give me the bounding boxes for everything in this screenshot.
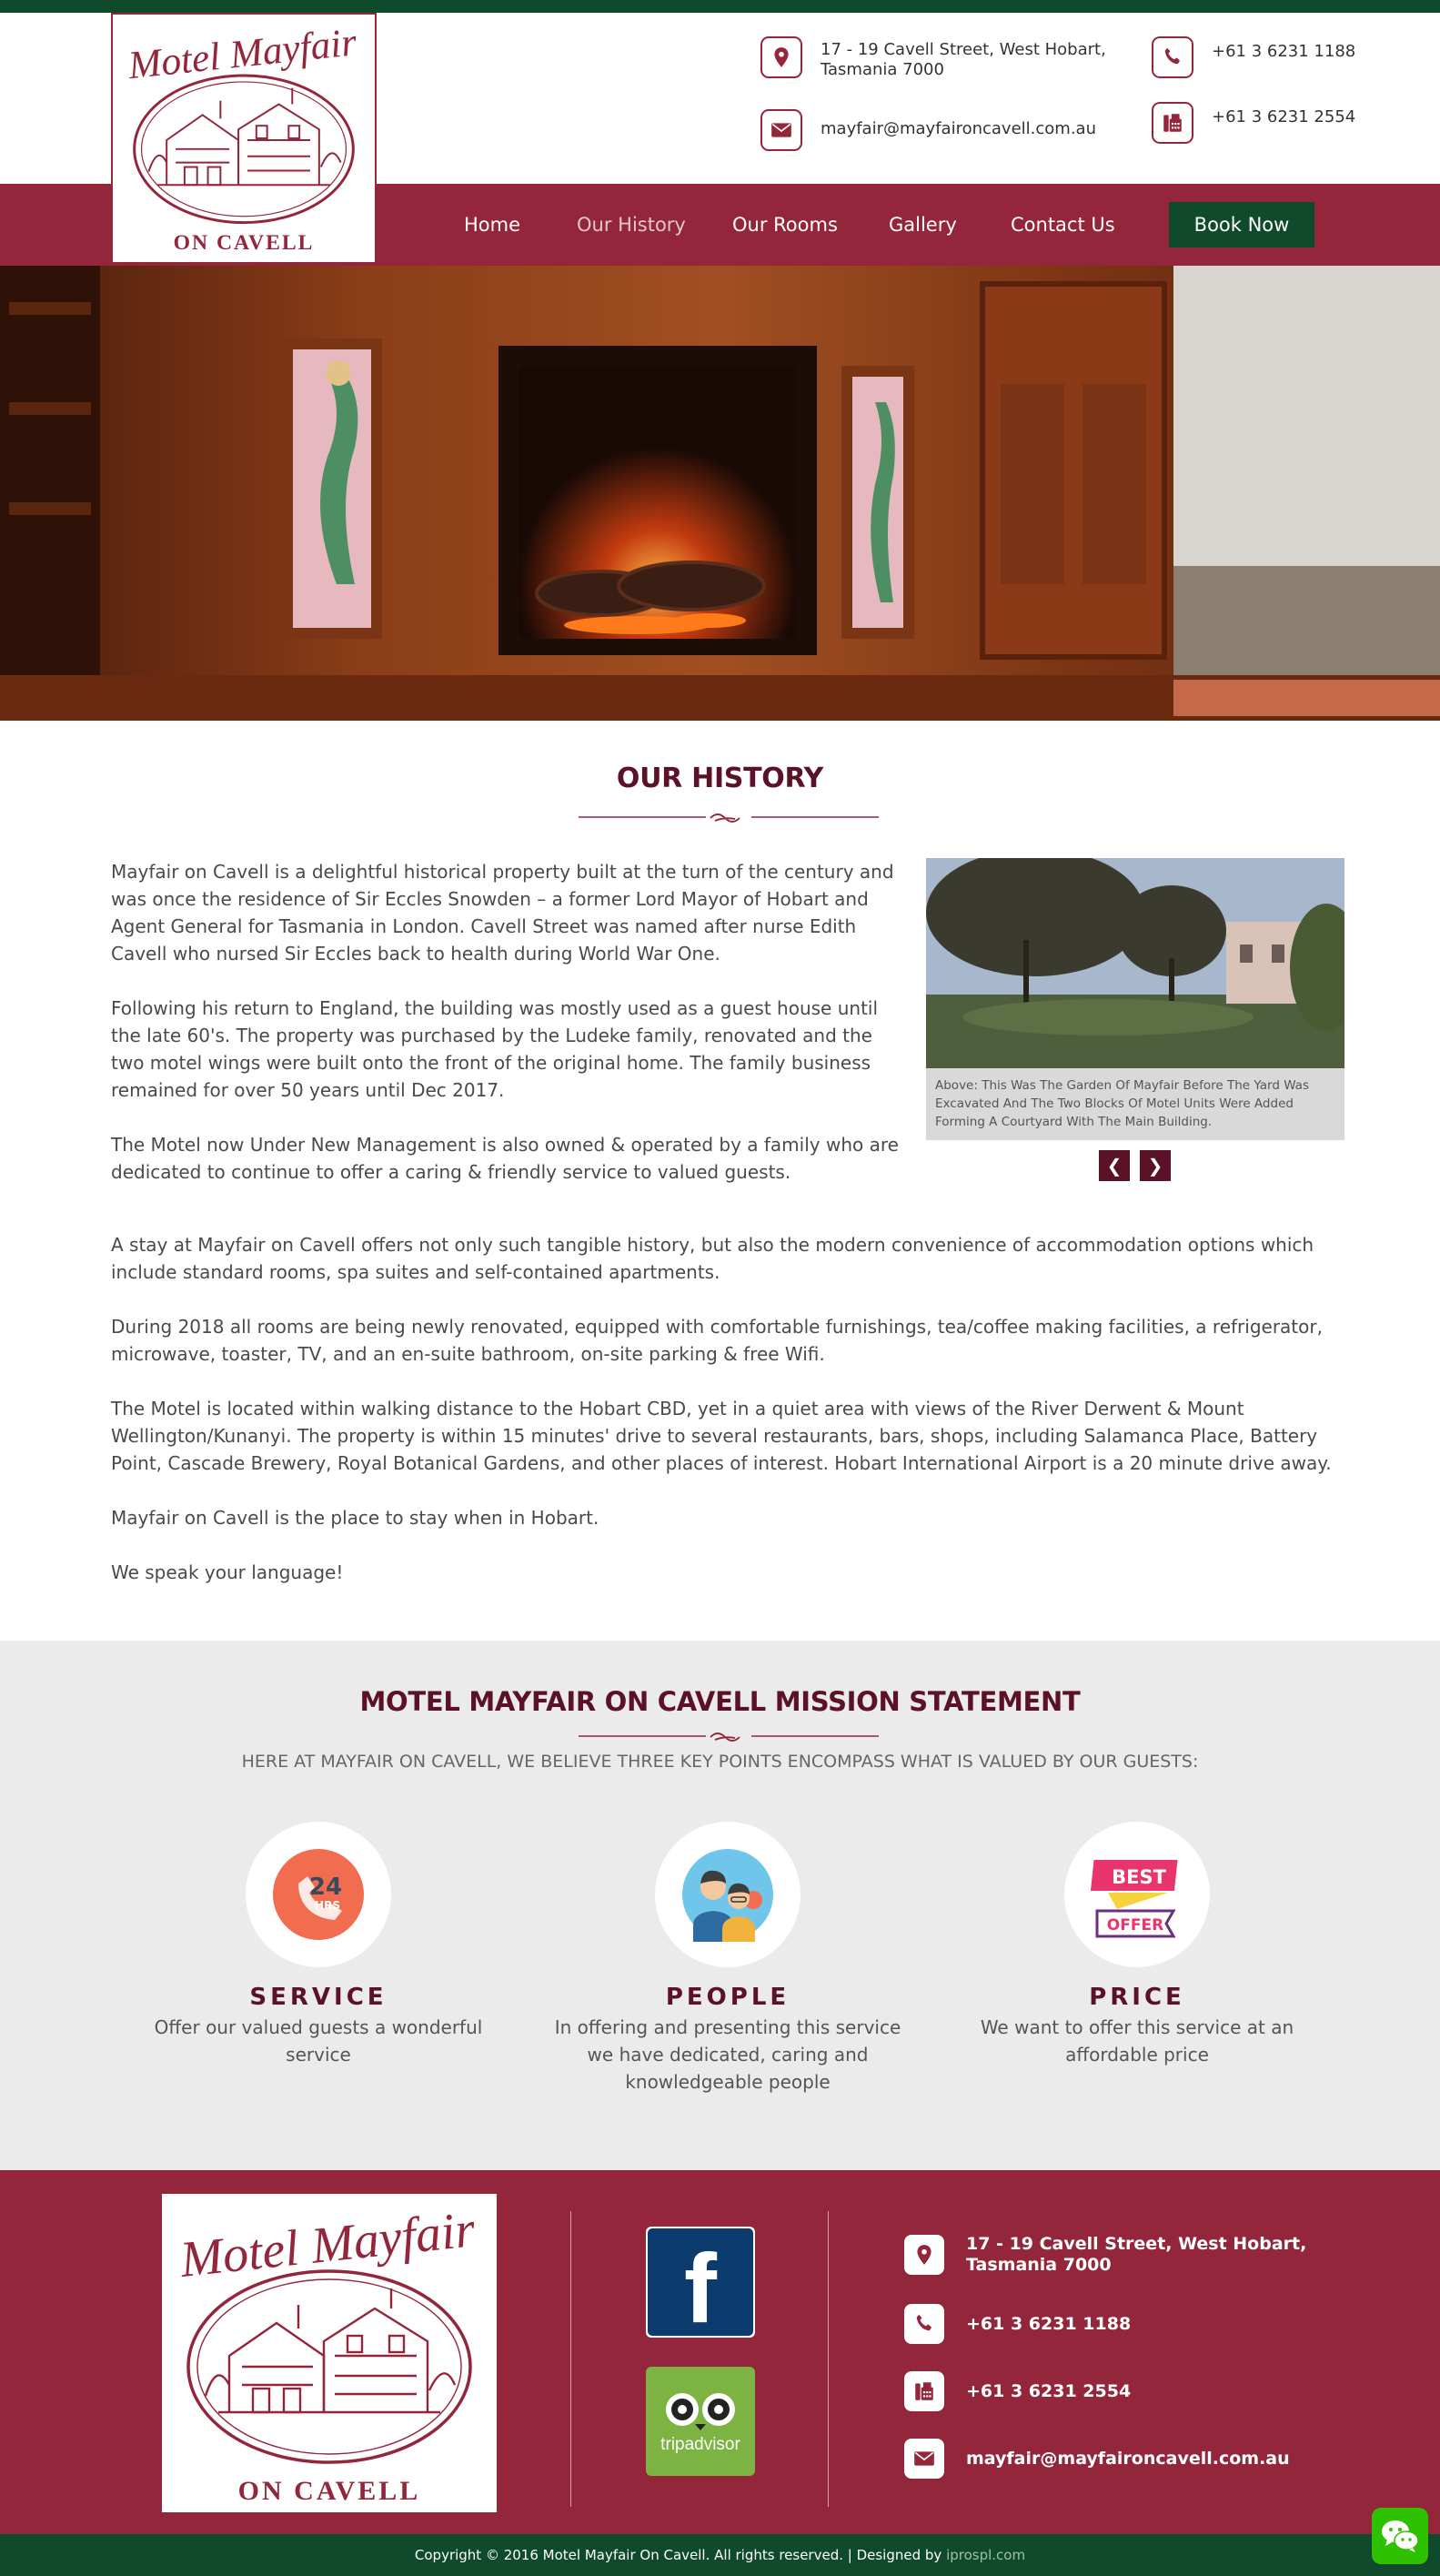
- people-title: PEOPLE: [665, 1984, 790, 2011]
- footer-fax: [904, 2371, 1131, 2411]
- fax-icon: [1152, 102, 1193, 144]
- copyright-text: Copyright © 2016 Motel Mayfair On Cavell. All rights reserved. | Designed by: [414, 2547, 942, 2563]
- mission-subtitle: HERE AT MAYFAIR ON CAVELL, WE BELIEVE THREE KEY POINTS ENCOMPASS WHAT IS VALUED BY OUR GUESTS:: [241, 1752, 1199, 1772]
- wechat-icon: [1380, 2518, 1420, 2554]
- svg-text:HRS: HRS: [315, 1899, 340, 1912]
- header-phone-text[interactable]: +61 3 6231 1188: [1212, 42, 1356, 61]
- header-fax: [1152, 102, 1355, 144]
- gallery-next-button[interactable]: ❯: [1140, 1150, 1171, 1181]
- nav-our-rooms[interactable]: Our Rooms: [732, 214, 838, 236]
- history-paragraph-3: The Motel now Under New Management is also owned & operated by a family who are dedicated to continue to offer a caring & friendly service to valued guests.: [111, 1134, 899, 1183]
- history-paragraph-4: A stay at Mayfair on Cavell offers not only such tangible history, but also the modern convenience of accommodation options which include standard rooms, spa suites and self-contained apartments.: [111, 1234, 1314, 1283]
- mission-title: MOTEL MAYFAIR ON CAVELL MISSION STATEMENT: [359, 1686, 1081, 1717]
- footer-address: [904, 2234, 1306, 2276]
- copyright-bar: [0, 2534, 1440, 2576]
- fireplace-image: [0, 266, 1440, 721]
- history-paragraph-6: The Motel is located within walking distance to the Hobart CBD, yet in a quiet area with views of the River Derwent & Mount Wellington/Kunanyi. The property is within 15 minutes' drive to several restaurants, bars, shops, including Salamanca Place, Battery Point, Cascade Brewery, Royal Botanical Gardens, and other places of interest. Hobart International Airport is a 20 minute drive away.: [111, 1398, 1332, 1474]
- map-pin-icon: [760, 36, 802, 78]
- designer-link[interactable]: iprospl.com: [946, 2547, 1026, 2563]
- footer-divider-left: [570, 2211, 571, 2507]
- wechat-button[interactable]: [1372, 2508, 1428, 2564]
- envelope-icon: [904, 2439, 944, 2479]
- site-logo[interactable]: [111, 13, 377, 264]
- history-gallery: [926, 858, 1344, 1140]
- history-paragraph-2: Following his return to England, the building was mostly used as a guest house until the late 60's. The property was purchased by the Ludeke family, renovated and the two motel wings were built onto the front of the original home. The family business remained for over 50 years until Dec 2017.: [111, 997, 879, 1101]
- logo-graphic: [113, 15, 375, 262]
- header-email[interactable]: [760, 109, 1096, 151]
- footer-divider-right: [828, 2211, 829, 2507]
- service-title: SERVICE: [249, 1984, 388, 2011]
- garden-photo: [926, 858, 1344, 1068]
- book-now-button[interactable]: Book Now: [1169, 202, 1314, 247]
- history-paragraph-1: Mayfair on Cavell is a delightful historical property built at the turn of the century and was once the residence of Sir Eccles Snowden – a former Lord Mayor of Hobart and Agent General for Tasmania in London. Cavell Street was named after nurse Edith Cavell who nursed Sir Eccles back to health during World War One.: [111, 861, 894, 965]
- gallery-prev-button[interactable]: ❮: [1099, 1150, 1130, 1181]
- price-description: We want to offer this service at an affordable price: [980, 2016, 1294, 2066]
- top-strip: [0, 0, 1440, 13]
- mission-ornament: [579, 1729, 879, 1743]
- footer-address-line2: Tasmania 7000: [966, 2255, 1112, 2275]
- tripadvisor-label: tripadvisor: [660, 2435, 740, 2454]
- svg-text:BEST: BEST: [1112, 1866, 1166, 1888]
- best-offer-icon: [1090, 1847, 1184, 1942]
- people-description: In offering and presenting this service we have dedicated, caring and knowledgeable people: [554, 2016, 901, 2093]
- facebook-link[interactable]: [646, 2227, 755, 2338]
- title-ornament: [579, 810, 879, 824]
- facebook-icon: f: [648, 2228, 753, 2336]
- svg-text:OFFER: OFFER: [1106, 1916, 1164, 1935]
- header-address-line2: Tasmania 7000: [821, 60, 944, 79]
- hero-banner: [0, 266, 1440, 721]
- history-paragraph-8: We speak your language!: [111, 1561, 344, 1583]
- header-address-line1: 17 - 19 Cavell Street, West Hobart,: [821, 40, 1106, 59]
- footer-email[interactable]: [904, 2439, 1290, 2479]
- envelope-icon: [760, 109, 802, 151]
- 24-hours-phone-icon: [271, 1847, 366, 1942]
- header-email-text[interactable]: mayfair@mayfaironcavell.com.au: [821, 119, 1096, 138]
- footer-phone[interactable]: [904, 2304, 1131, 2344]
- phone-icon: [1152, 36, 1193, 78]
- nav-our-history[interactable]: Our History: [577, 214, 686, 236]
- nav-contact-us[interactable]: Contact Us: [1011, 214, 1115, 236]
- price-feature-circle: [1064, 1822, 1210, 1967]
- service-feature-circle: [246, 1822, 391, 1967]
- tripadvisor-owl-icon: [662, 2388, 739, 2431]
- footer-email-text[interactable]: mayfair@mayfaironcavell.com.au: [966, 2448, 1290, 2469]
- history-paragraph-7: Mayfair on Cavell is the place to stay when in Hobart.: [111, 1507, 599, 1529]
- logo-subtitle: ON CAVELL: [173, 231, 315, 256]
- svg-text:24: 24: [308, 1874, 343, 1901]
- people-feature-circle: [655, 1822, 801, 1967]
- footer-address-line1: 17 - 19 Cavell Street, West Hobart,: [966, 2234, 1307, 2254]
- header-fax-text: +61 3 6231 2554: [1212, 107, 1356, 126]
- map-pin-icon: [904, 2235, 944, 2275]
- footer-logo-subtitle: ON CAVELL: [237, 2476, 421, 2506]
- footer-logo[interactable]: [162, 2194, 497, 2512]
- fax-icon: [904, 2371, 944, 2411]
- tripadvisor-link[interactable]: [646, 2367, 755, 2476]
- logo-title: Motel Mayfair: [126, 20, 359, 88]
- nav-gallery[interactable]: Gallery: [889, 214, 957, 236]
- phone-icon: [904, 2304, 944, 2344]
- history-paragraph-5: During 2018 all rooms are being newly renovated, equipped with comfortable furnishings, tea/coffee making facilities, a refrigerator, microwave, toaster, TV, and an en-suite bathroom, on-site parking & free Wifi.: [111, 1316, 1323, 1365]
- service-description: Offer our valued guests a wonderful service: [154, 2016, 483, 2066]
- people-icon: [680, 1847, 775, 1942]
- footer-fax-text: +61 3 6231 2554: [966, 2380, 1132, 2401]
- header-phone[interactable]: [1152, 36, 1355, 78]
- footer-logo-title: Motel Mayfair: [177, 2201, 478, 2288]
- footer-phone-text[interactable]: +61 3 6231 1188: [966, 2313, 1132, 2334]
- nav-home[interactable]: Home: [464, 214, 521, 236]
- history-title: OUR HISTORY: [616, 763, 824, 794]
- price-title: PRICE: [1089, 1984, 1185, 2011]
- gallery-caption: Above: This Was The Garden Of Mayfair Before The Yard Was Excavated And The Two Blocks Of Motel Units Were Added Forming A Courtyard With The Main Building.: [935, 1078, 1309, 1129]
- header-address: [760, 36, 1106, 80]
- footer-logo-graphic: [162, 2194, 497, 2512]
